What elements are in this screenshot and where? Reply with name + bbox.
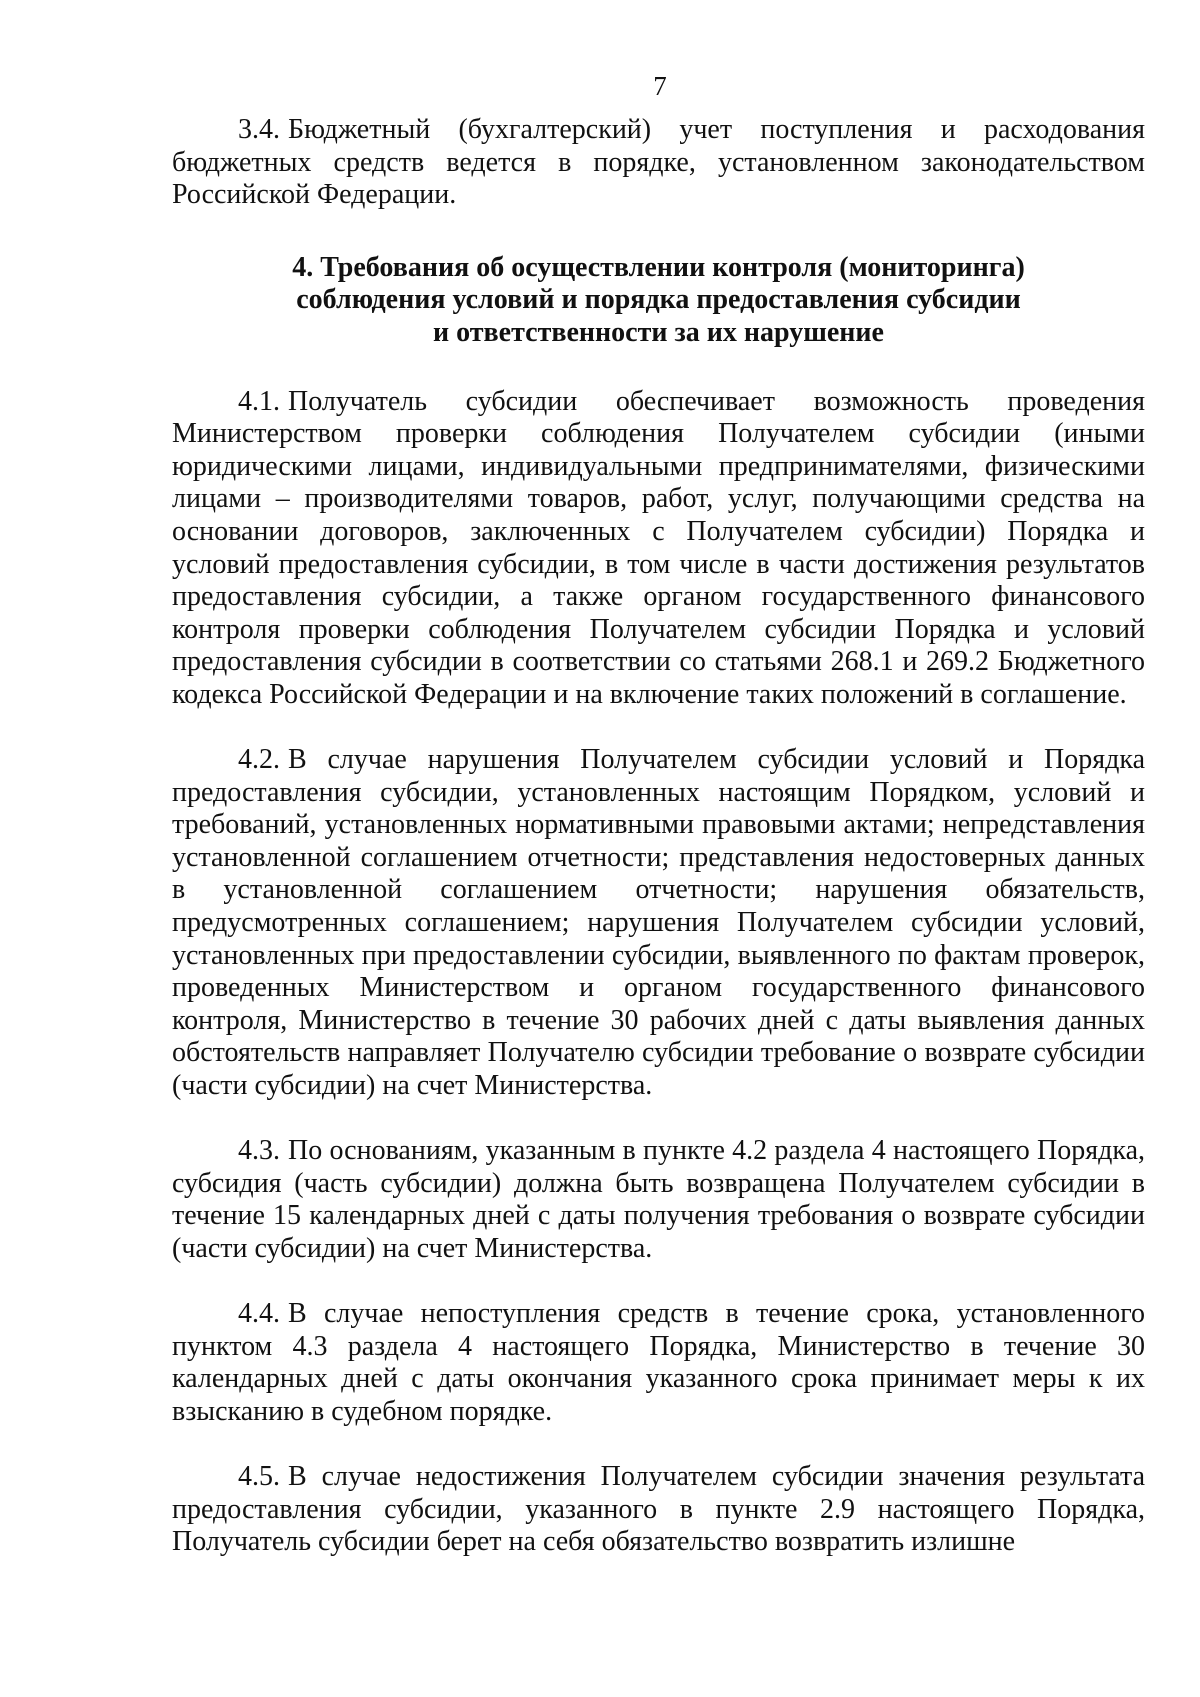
- paragraph-4-3: [172, 1135, 1145, 1265]
- paragraph-text: В случае недостижения Получателем субсидии значения результата предоставления субсидии, указанного в пункте 2.9 настоящего Порядка, Получатель субсидии берет на себя обязательство возвратить излишне: [172, 1461, 1145, 1558]
- paragraph-4-2: [172, 744, 1145, 1103]
- paragraph-number: 4.5.: [238, 1461, 280, 1493]
- paragraph-text: В случае непоступления средств в течение срока, установленного пунктом 4.3 раздела 4 настоящего Порядка, Министерство в течение 30 календарных дней с даты окончания указанного срока принимает меры к их взысканию в судебном порядке.: [172, 1298, 1145, 1427]
- paragraph-4-1: [172, 386, 1145, 712]
- section-heading-line-1: 4. Требования об осуществлении контроля (мониторинга): [292, 251, 1025, 283]
- paragraph-4-5: [172, 1461, 1145, 1559]
- section-heading-line-2: соблюдения условий и порядка предоставления субсидии: [296, 284, 1021, 316]
- paragraph-number: 4.2.: [238, 744, 280, 776]
- paragraph-4-4: [172, 1298, 1145, 1428]
- document-body: [172, 114, 1145, 1559]
- paragraph-text: В случае нарушения Получателем субсидии условий и Порядка предоставления субсидии, установленных настоящим Порядком, условий и требований, установленных нормативными правовыми актами; непредставления установленной соглашением отчетности; представления недостоверных данных в установленной соглашением отчетности; нарушения обязательств, предусмотренных соглашением; нарушения Получателем субсидии условий, установленных при предоставлении субсидии, выявленного по фактам проверок, проведенных Министерством и органом государственного финансового контроля, Министерство в течение 30 рабочих дней с даты выявления данных обстоятельств направляет Получателю субсидии требование о возврате субсидии (части субсидии) на счет Министерства.: [172, 744, 1145, 1102]
- paragraph-number: 4.3.: [238, 1135, 280, 1167]
- paragraph-text: По основаниям, указанным в пункте 4.2 раздела 4 настоящего Порядка, субсидия (часть субсидии) должна быть возвращена Получателем субсидии в течение 15 календарных дней с даты получения требования о возврате субсидии (части субсидии) на счет Министерства.: [172, 1135, 1145, 1264]
- section-heading: [172, 252, 1145, 350]
- paragraph-3-4: [172, 114, 1145, 212]
- paragraph-number: 3.4.: [238, 114, 280, 145]
- page-number: 7: [653, 71, 667, 101]
- paragraph-number: 4.4.: [238, 1298, 280, 1330]
- paragraph-number: 4.1.: [238, 385, 280, 417]
- section-heading-line-3: и ответственности за их нарушение: [433, 316, 884, 348]
- paragraph-text: Получатель субсидии обеспечивает возможность проведения Министерством проверки соблюдения Получателем субсидии (иными юридическими лицами, индивидуальными предпринимателями, физическими лицами – производителями товаров, работ, услуг, получающими средства на основании договоров, заключенных с Получателем субсидии) Порядка и условий предоставления субсидии, в том числе в части достижения результатов предоставления субсидии, а также органом государственного финансового контроля проверки соблюдения Получателем субсидии Порядка и условий предоставления субсидии в соответствии со статьями 268.1 и 269.2 Бюджетного кодекса Российской Федерации и на включение таких положений в соглашение.: [172, 385, 1145, 710]
- paragraph-text: Бюджетный (бухгалтерский) учет поступления и расходования бюджетных средств ведется в порядке, установленном законодательством Российской Федерации.: [172, 114, 1145, 211]
